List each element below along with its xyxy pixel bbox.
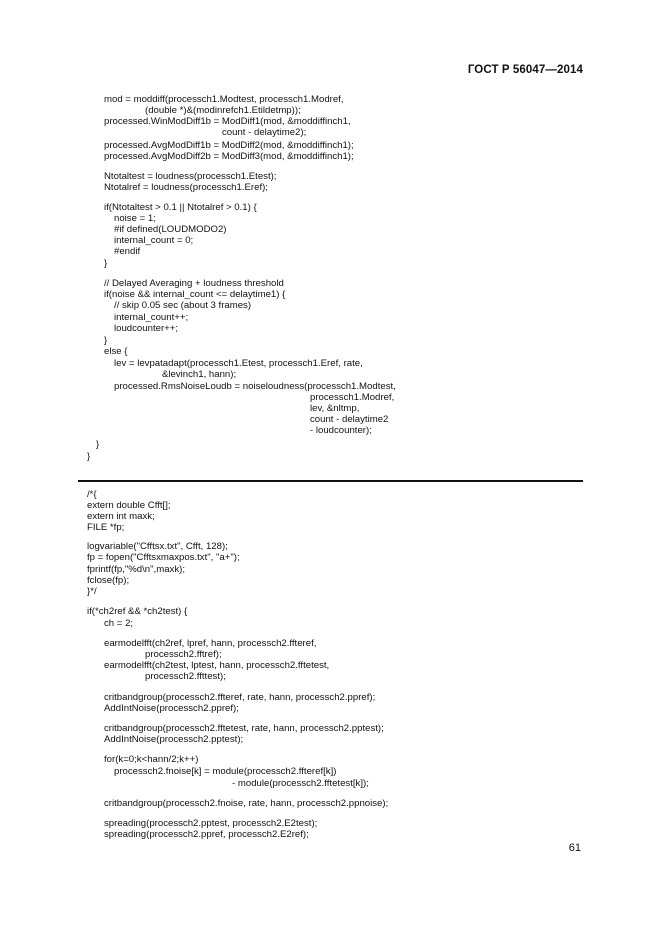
code-line: processch2.fnoise[k] = module(processch2.ffteref[k]) [114,766,337,777]
page-number: 61 [568,842,581,854]
code-line: earmodelfft(ch2test, lptest, hann, processch2.fftetest, [104,660,330,671]
code-line: // Delayed Averaging + loudness threshold [104,278,284,289]
code-line: fclose(fp); [87,575,130,586]
code-line: logvariable("Cfftsx.txt", Cfft, 128); [87,541,228,552]
code-line: ch = 2; [104,618,134,629]
code-line: spreading(processch2.ppref, processch2.E2ref); [104,829,309,840]
code-line: count - delaytime2); [222,127,307,138]
code-line: - module(processch2.fftetest[k]); [232,778,369,789]
code-line: AddIntNoise(processch2.ppref); [104,703,239,714]
code-line: if(*ch2ref && *ch2test) { [87,606,188,617]
code-line: for(k=0;k<hann/2;k++) [104,754,199,765]
code-line: extern double Cfft[]; [87,500,171,511]
code-line: FILE *fp; [87,522,125,533]
code-line: extern int maxk; [87,511,155,522]
code-line: Ntotaltest = loudness(processch1.Etest); [104,171,277,182]
code-line: internal_count = 0; [114,235,194,246]
code-line: - loudcounter); [310,425,372,436]
code-line: /*{ [87,489,97,500]
code-line: noise = 1; [114,213,156,224]
code-line: }*/ [87,586,97,597]
code-line: // skip 0.05 sec (about 3 frames) [114,300,252,311]
code-line: fp = fopen("Cfftsxmaxpos.txt", "a+"); [87,552,240,563]
code-line: AddIntNoise(processch2.pptest); [104,734,244,745]
code-line: (double *)&(modinrefch1.Etildetmp)); [145,105,301,116]
code-line: &levinch1, hann); [162,369,237,380]
code-line: processch2.ffttest); [145,671,226,682]
code-line: } [96,439,100,450]
code-line: #if defined(LOUDMODO2) [114,224,227,235]
section-divider [78,480,583,482]
code-line: count - delaytime2 [310,414,389,425]
code-line: if(noise && internal_count <= delaytime1) { [104,289,286,300]
code-line: processed.AvgModDiff1b = ModDiff2(mod, &moddiffinch1); [104,140,354,151]
code-line: processch2.fftref); [145,649,222,660]
code-line: fprintf(fp,"%d\n",maxk); [87,564,185,575]
code-line: Ntotalref = loudness(processch1.Eref); [104,182,268,193]
code-line: earmodelfft(ch2ref, lpref, hann, processch2.ffteref, [104,638,317,649]
code-line: processed.WinModDiff1b = ModDiff1(mod, &moddiffinch1, [104,116,351,127]
code-line: internal_count++; [114,312,189,323]
code-line: critbandgroup(processch2.ffteref, rate, hann, processch2.ppref); [104,692,376,703]
code-line: #endif [114,246,141,257]
code-line: lev = levpatadapt(processch1.Etest, processch1.Eref, rate, [114,358,363,369]
code-line: } [87,451,91,462]
code-line: mod = moddiff(processch1.Modtest, processch1.Modref, [104,94,344,105]
code-line: critbandgroup(processch2.fnoise, rate, hann, processch2.ppnoise); [104,798,389,809]
code-line: processed.AvgModDiff2b = ModDiff3(mod, &moddiffinch1); [104,151,354,162]
code-line: lev, &nltmp, [310,403,360,414]
code-line: } [104,335,108,346]
code-line: else { [104,346,128,357]
code-line: if(Ntotaltest > 0.1 || Ntotalref > 0.1) { [104,202,257,213]
code-line: loudcounter++; [114,323,179,334]
code-line: processed.RmsNoiseLoudb = noiseloudness(processch1.Modtest, [114,381,396,392]
code-line: } [104,258,108,269]
document-standard-header: ГОСТ Р 56047—2014 [467,64,583,76]
code-line: processch1.Modref, [310,392,395,403]
code-line: critbandgroup(processch2.fftetest, rate, hann, processch2.pptest); [104,723,384,734]
code-line: spreading(processch2.pptest, processch2.E2test); [104,818,318,829]
